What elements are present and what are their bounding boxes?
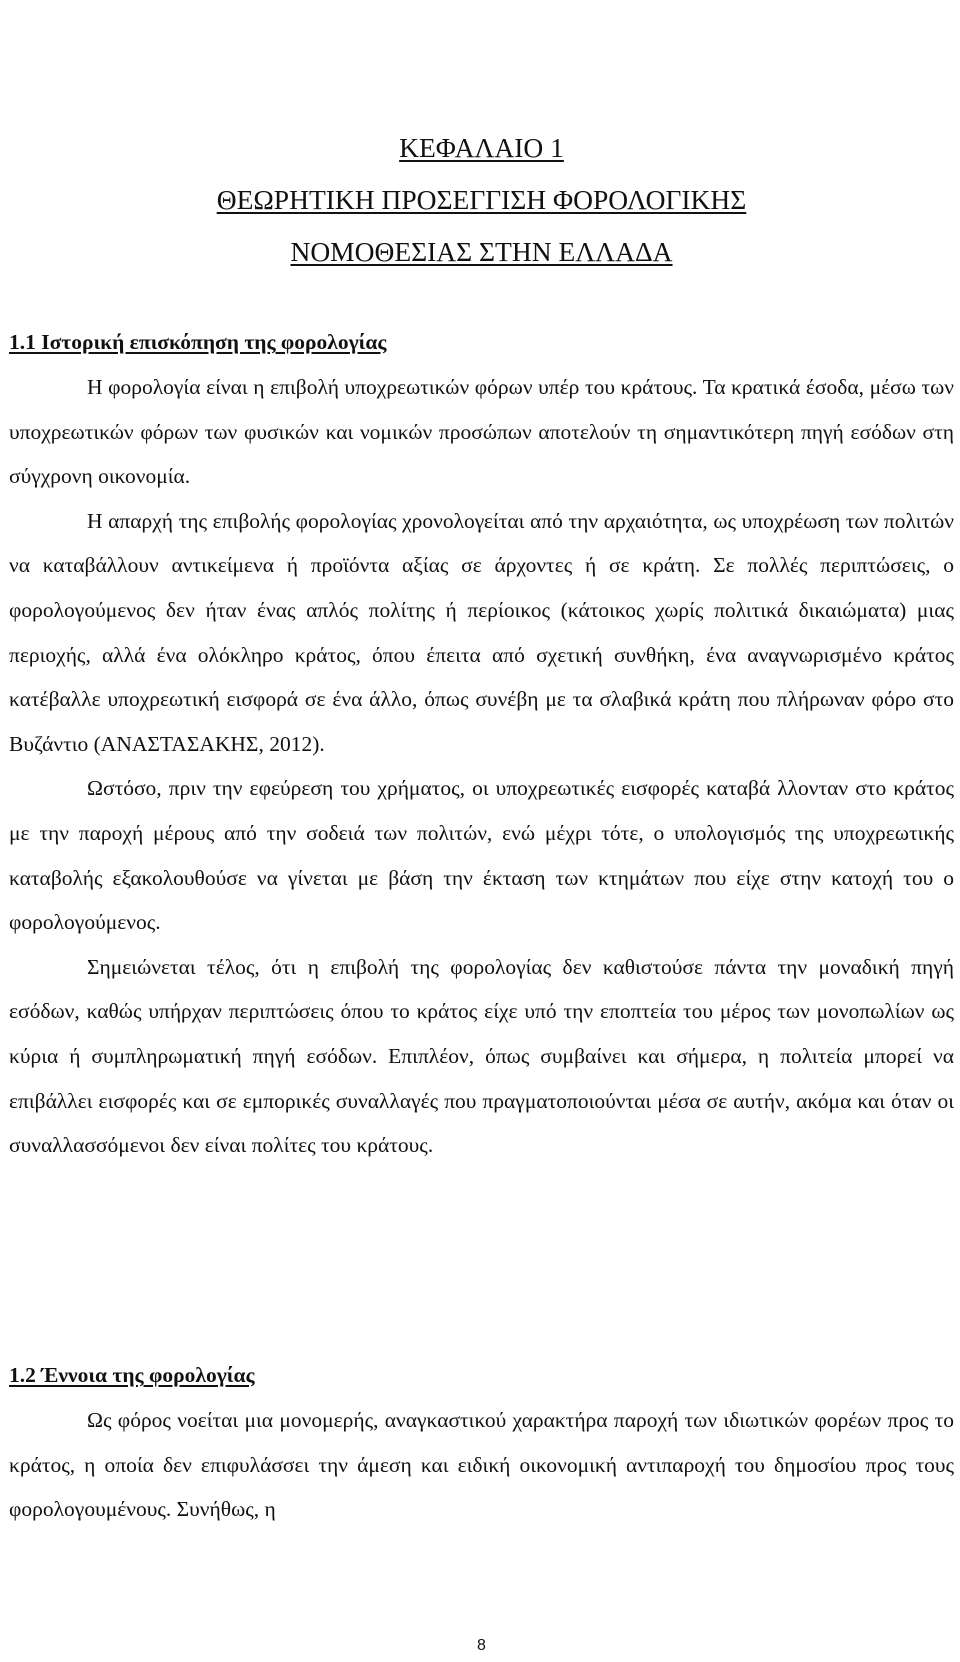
page-number: 8 [477,1637,486,1654]
paragraph: Ως φόρος νοείται μια μονομερής, αναγκαστικού χαρακτήρα παροχή των ιδιωτικών φορέων προς το κράτος, η οποία δεν επιφυλάσσει την άμεση και ειδική οικονομική αντιπαροχή του δημοσίου προς τους φορολογουμένους. Συνήθως, η [9,1408,954,1522]
chapter-title-line-2: ΝΟΜΟΘΕΣΙΑΣ ΣΤΗΝ ΕΛΛΑΔΑ [290,236,673,267]
section-1-2-body [9,1398,954,1532]
chapter-title-line-1: ΘΕΩΡΗΤΙΚΗ ΠΡΟΣΕΓΓΙΣΗ ΦΟΡΟΛΟΓΙΚΗΣ [216,184,747,215]
chapter-heading [9,122,954,278]
section-heading-1-2: 1.2 Έννοια της φορολογίας [9,1363,255,1387]
chapter-label: ΚΕΦΑΛΑΙΟ 1 [399,132,564,163]
section-1-1-body [9,365,954,1168]
paragraph: Η απαρχή της επιβολής φορολογίας χρονολογείται από την αρχαιότητα, ως υποχρέωση των πολιτών να καταβάλλουν αντικείμενα ή προϊόντα αξίας σε άρχοντες ή σε κράτη. Σε πολλές περιπτώσεις, ο φορολογούμενος δεν ήταν ένας απλός πολίτης ή περίοικος (κάτοικος χωρίς πολιτικά δικαιώματα) μιας περιοχής, αλλά ένα ολόκληρο κράτος, όπου έπειτα από σχετική συνθήκη, ένα αναγνωρισμένο κράτος κατέβαλλε υποχρεωτική εισφορά σε ένα άλλο, όπως συνέβη με τα σλαβικά κράτη που πλήρωναν φόρο στο Βυζάντιο (ΑΝΑΣΤΑΣΑΚΗΣ, 2012). [9,508,954,756]
paragraph: Σημειώνεται τέλος, ότι η επιβολή της φορολογίας δεν καθιστούσε πάντα την μοναδική πηγή εσόδων, καθώς υπήρχαν περιπτώσεις όπου το κράτος είχε υπό την εποπτεία του μέρος των μονοπωλίων ως κύρια ή συμπληρωματική πηγή εσόδων. Επιπλέον, όπως συμβαίνει και σήμερα, η πολιτεία μπορεί να επιβάλλει εισφορές και σε εμπορικές συναλλαγές που πραγματοποιούνται μέσα σε αυτήν, ακόμα και όταν οι συναλλασσόμενοι δεν είναι πολίτες του κράτους. [9,954,954,1158]
section-heading-1-1: 1.1 Ιστορική επισκόπηση της φορολογίας [9,330,387,354]
paragraph: Η φορολογία είναι η επιβολή υποχρεωτικών φόρων υπέρ του κράτους. Τα κρατικά έσοδα, μέσω των υποχρεωτικών φόρων των φυσικών και νομικών προσώπων αποτελούν τη σημαντικότερη πηγή εσόδων στη σύγχρονη οικονομία. [9,375,954,489]
paragraph: Ωστόσο, πριν την εφεύρεση του χρήματος, οι υποχρεωτικές εισφορές καταβά λλονταν στο κράτος με την παροχή μέρους από την σοδειά των πολιτών, ενώ μέχρι τότε, ο υπολογισμός της υποχρεωτικής καταβολής εξακολουθούσε να γίνεται με βάση την έκταση των κτημάτων που είχε στην κατοχή του ο φορολογούμενος. [9,776,954,935]
